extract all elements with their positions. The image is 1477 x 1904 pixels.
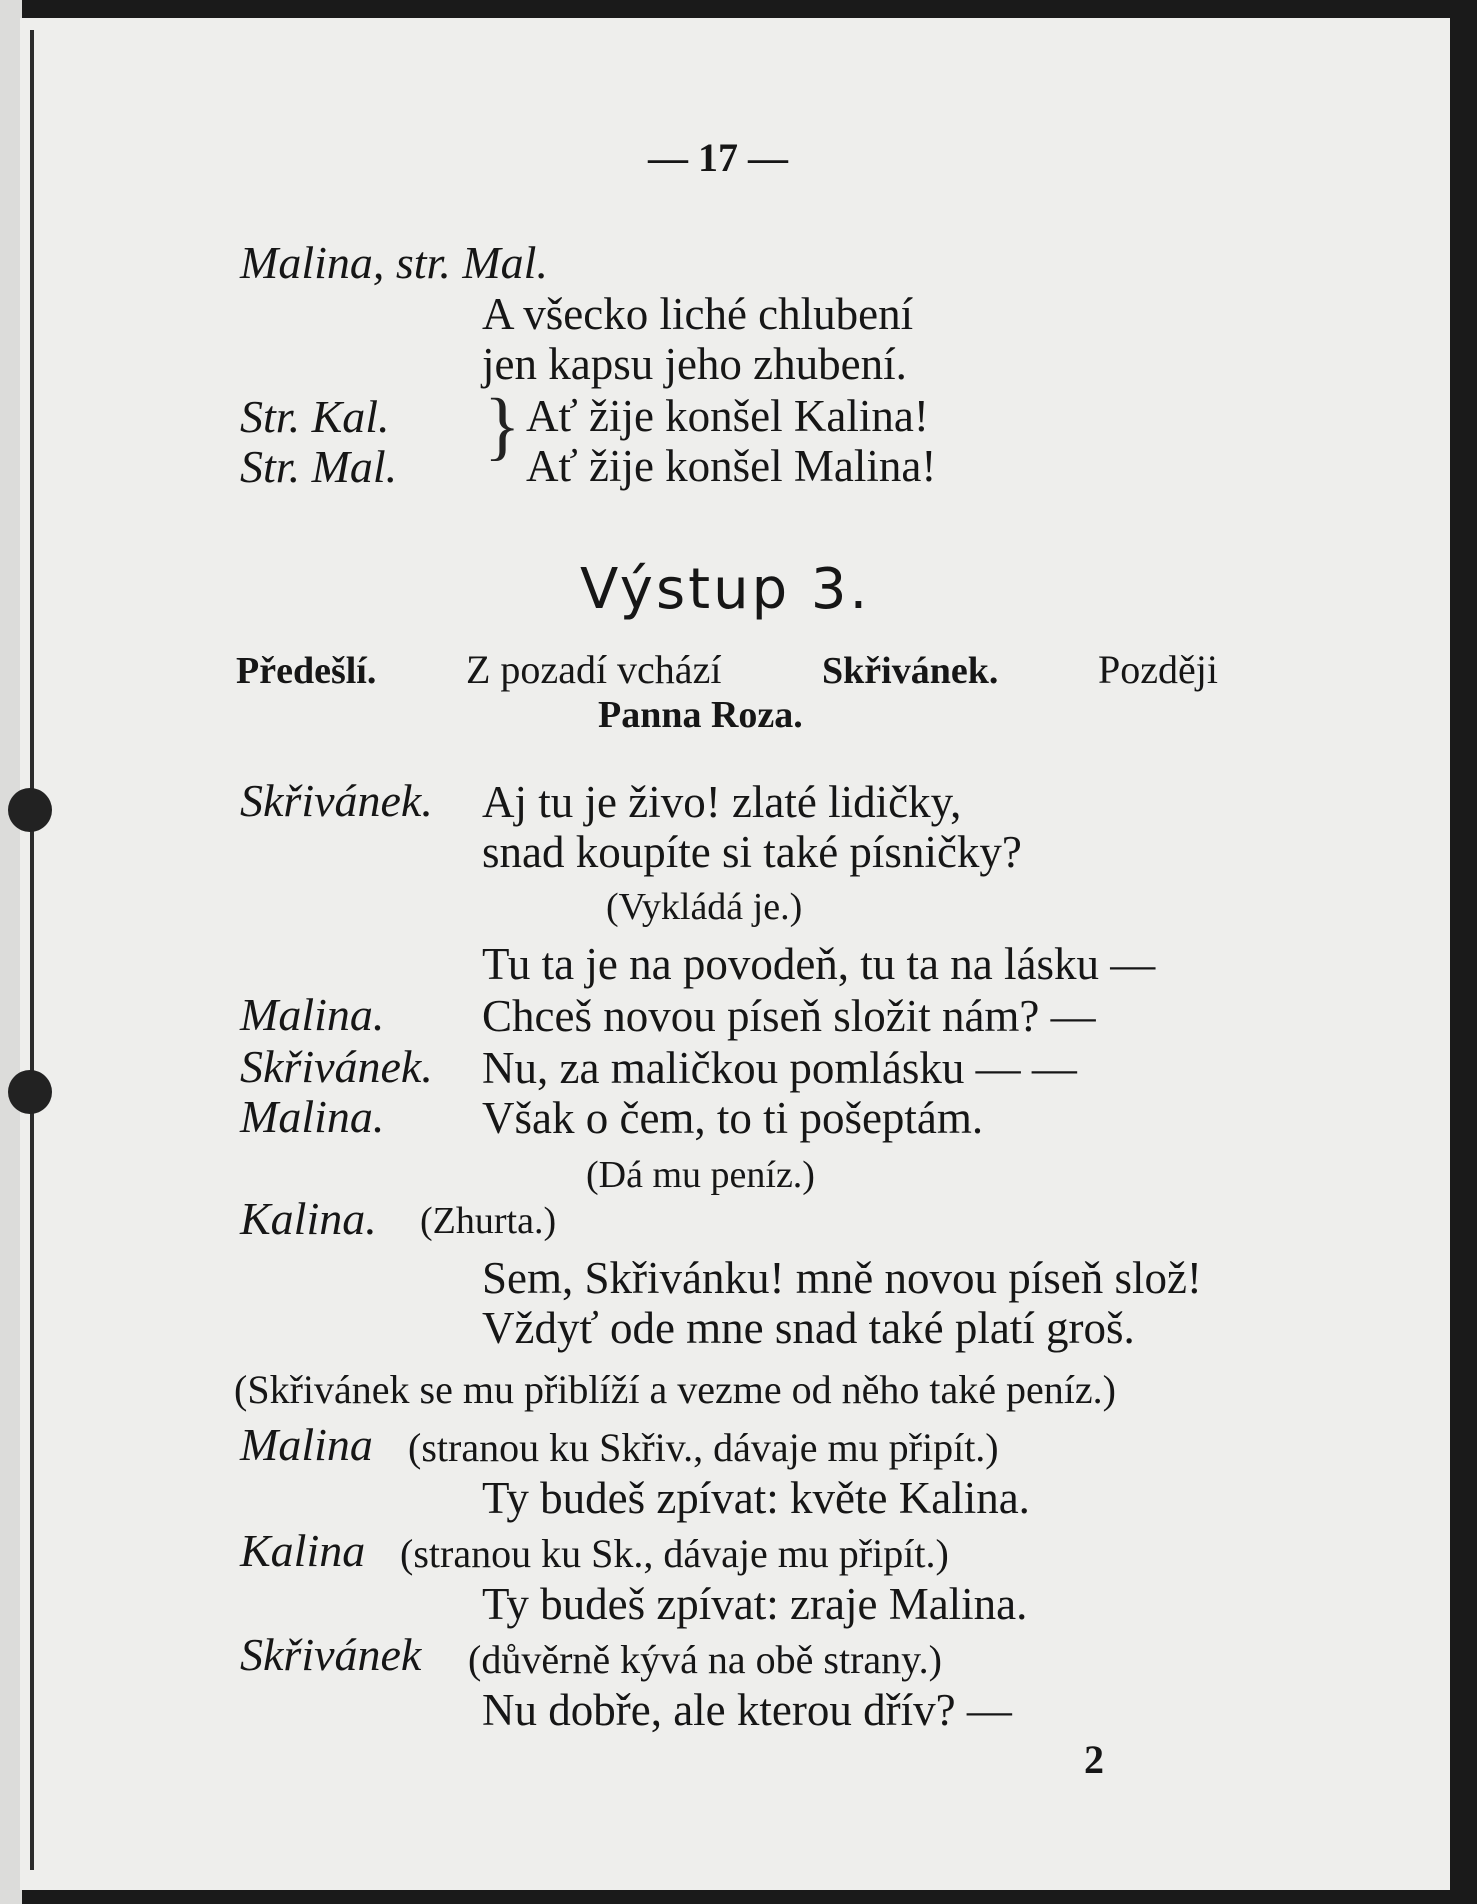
speaker-label: Kalina (240, 1525, 366, 1576)
ink-blot (8, 1070, 52, 1114)
speaker-label: Kalina. (240, 1193, 377, 1244)
speaker-label: Skřivánek (240, 1629, 422, 1680)
page-left-edge (0, 0, 22, 1904)
verse-line: jen kapsu jeho zhubení. (482, 339, 907, 389)
verse-line: Však o čem, to ti pošeptám. (482, 1093, 984, 1143)
stage-direction: (Skřivánek se mu přiblíží a vezme od něho také peníz.) (234, 1367, 1116, 1412)
stage-direction: (Zhurta.) (420, 1200, 557, 1242)
verse-line: Sem, Skřivánku! mně novou píseň slož! (482, 1253, 1202, 1303)
speaker-label: Skřivánek. (240, 775, 433, 826)
speaker-label: Str. Kal. (240, 391, 390, 442)
stage-direction: (Dá mu peníz.) (586, 1154, 815, 1196)
verse-line: Tu ta je na povodeň, tu ta na lásku — (482, 939, 1156, 989)
verse-line: A všecko liché chlubení (482, 289, 914, 339)
verse-line: Vždyť ode mne snad také platí groš. (482, 1303, 1135, 1353)
speaker-label: Skřivánek. (240, 1041, 433, 1092)
margin-rule (30, 30, 34, 1870)
page-number: — 17 — (648, 135, 788, 180)
verse-line: Ty budeš zpívat: zraje Malina. (482, 1579, 1028, 1629)
verse-line: Ať žije konšel Kalina! (526, 391, 929, 441)
stage-direction: Předešlí. (236, 650, 377, 692)
ink-blot (8, 788, 52, 832)
stage-direction: Z pozadí vchází (466, 647, 722, 692)
stage-direction: (stranou ku Skřiv., dávaje mu připít.) (408, 1425, 999, 1470)
verse-line: Nu, za maličkou pomlásku — — (482, 1043, 1077, 1093)
scene-heading: Výstup 3. (580, 557, 871, 622)
verse-line: Nu dobře, ale kterou dřív? — (482, 1685, 1012, 1735)
speaker-label: Malina (240, 1419, 373, 1470)
stage-direction: (stranou ku Sk., dávaje mu připít.) (400, 1531, 949, 1576)
speaker-label: Str. Mal. (240, 441, 398, 492)
brace-mark: } (484, 384, 521, 468)
stage-direction: Panna Roza. (598, 694, 803, 736)
verse-line: Chceš novou píseň složit nám? — (482, 991, 1096, 1041)
verse-line: snad koupíte si také písničky? (482, 827, 1022, 877)
verse-line: Ať žije konšel Malina! (526, 441, 937, 491)
speaker-label: Malina. (240, 1091, 385, 1142)
speaker-label: Malina. (240, 989, 385, 1040)
verse-line: Aj tu je živo! zlaté lidičky, (482, 777, 962, 827)
speaker-label: Malina, str. Mal. (240, 237, 548, 288)
stage-direction: Později (1098, 647, 1218, 692)
stage-direction: Skřivánek. (822, 650, 999, 692)
stage-direction: (Vykládá je.) (606, 886, 803, 928)
verse-line: Ty budeš zpívat: květe Kalina. (482, 1473, 1030, 1523)
signature-mark: 2 (1084, 1737, 1104, 1782)
stage-direction: (důvěrně kývá na obě strany.) (468, 1637, 942, 1682)
